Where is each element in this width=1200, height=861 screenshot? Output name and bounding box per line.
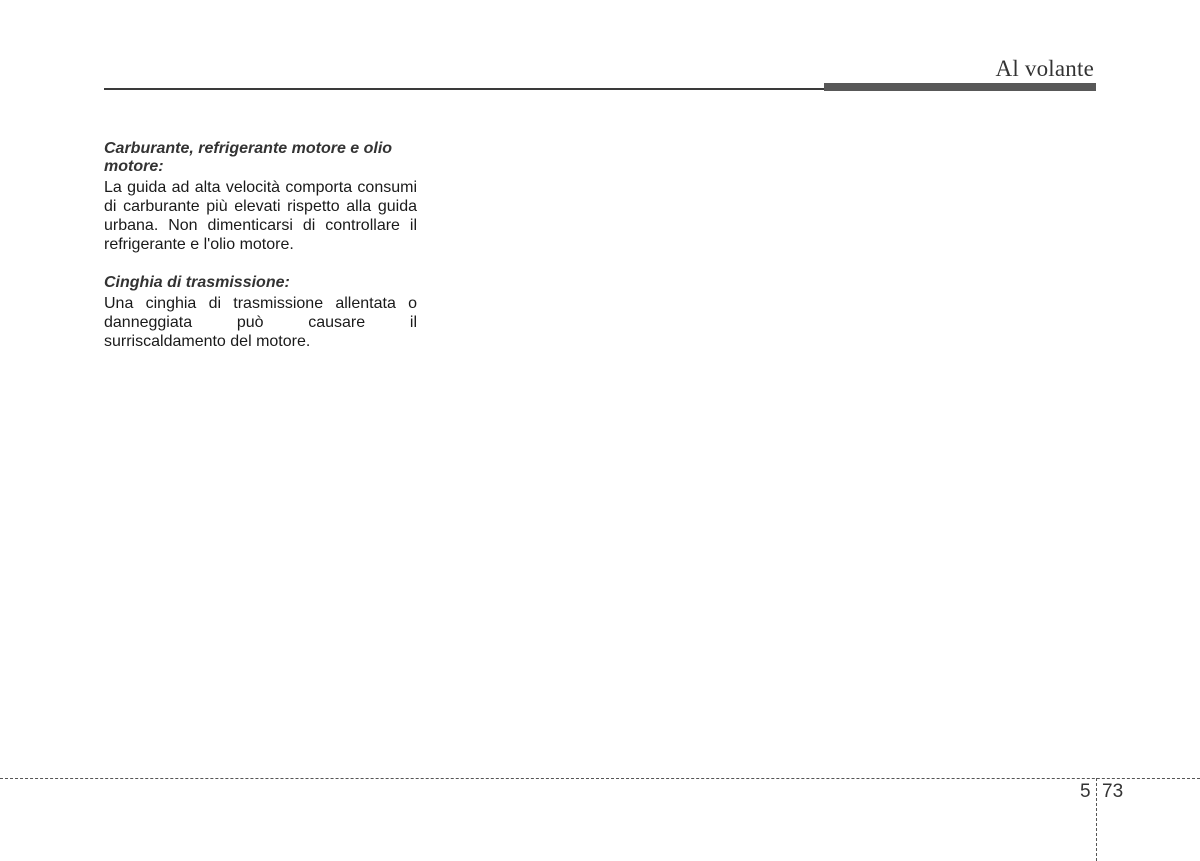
footer-dashed-rule — [0, 778, 1200, 779]
section-body: La guida ad alta velocità comporta consumi di carburante più elevati rispetto alla guida urbana. Non dimenticarsi di controllare il refrigerante e l'olio motore. — [104, 179, 417, 253]
section-drive-belt — [104, 274, 417, 351]
chapter-title: Al volante — [995, 56, 1094, 81]
main-content — [104, 140, 417, 371]
section-heading: Carburante, refrigerante motore e olio motore: — [104, 140, 393, 175]
footer-vertical-dashed-rule — [1096, 778, 1097, 861]
header-rule-thick — [824, 83, 1096, 91]
header-rule-thin — [104, 88, 824, 90]
section-body: Una cinghia di trasmissione allentata o danneggiata può causare il surriscaldamento del motore. — [104, 295, 417, 350]
section-fuel-coolant-oil — [104, 140, 417, 254]
section-heading: Cinghia di trasmissione: — [104, 274, 290, 291]
chapter-number: 5 — [1080, 781, 1091, 802]
page-number: 73 — [1102, 781, 1124, 802]
